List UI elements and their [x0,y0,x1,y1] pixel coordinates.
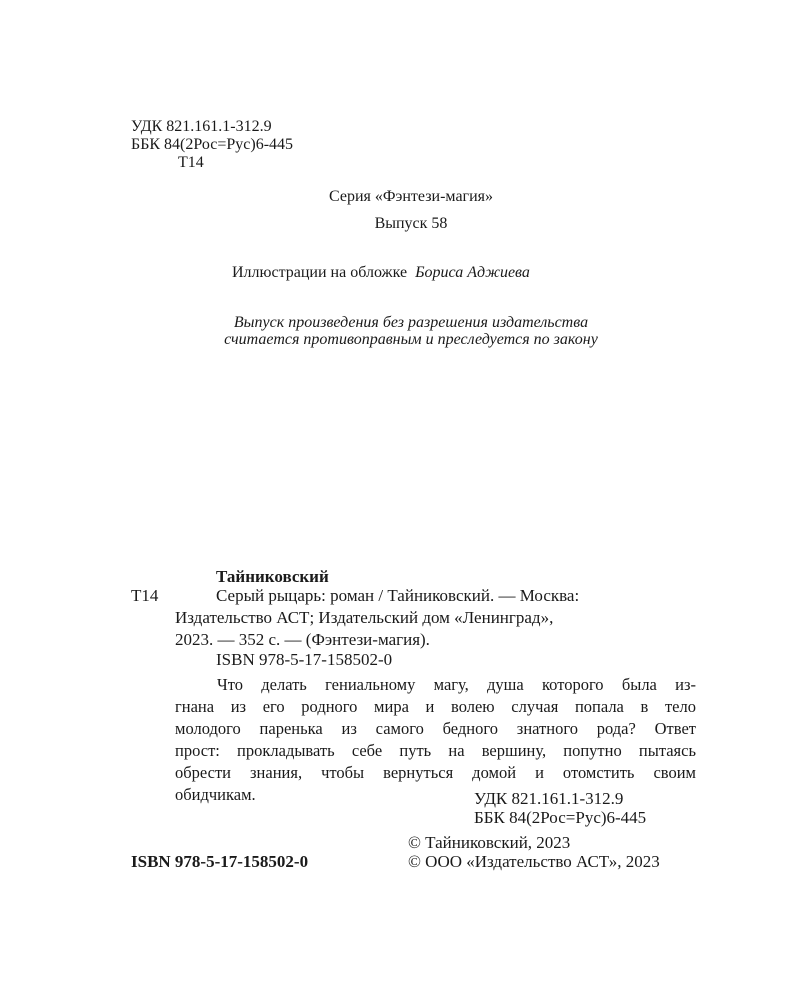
illustrations-artist: Бориса Аджиева [415,264,530,281]
udk-code: УДК 821.161.1-312.9 [131,118,272,135]
catalog-isbn: ISBN 978-5-17-158502-0 [216,650,393,669]
annotation-line: прост: прокладывать себе путь на вершину, попутно пытаясь [175,741,696,760]
catalog-author-mark: Т14 [131,586,159,605]
annotation-line: гнана из его родного мира и волею случая попала в тело [175,697,696,716]
catalog-description-line: Издательство АСТ; Издательский дом «Ленинград», [175,608,554,627]
legal-notice-line-1: Выпуск произведения без разрешения издательства [233,314,589,331]
bbk-code: ББК 84(2Рос=Рус)6-445 [131,136,294,153]
series-name: Серия «Фэнтези-магия» [328,188,494,205]
annotation-line: обидчикам. [175,785,256,804]
annotation-line: молодого паренька из самого бедного знатного рода? Ответ [175,719,696,738]
illustrations-credit [232,264,530,282]
copyright-publisher: © ООО «Издательство АСТ», 2023 [408,852,660,871]
catalog-description [175,586,696,649]
catalog-bbk: ББК 84(2Рос=Рус)6-445 [474,808,647,827]
author-mark: Т14 [178,154,204,171]
catalog-description-line: Серый рыцарь: роман / Тайниковский. — Москва: [216,586,580,605]
legal-notice-line-2: считается противоправным и преследуется по закону [224,331,598,348]
footer-isbn: ISBN 978-5-17-158502-0 [131,852,309,871]
illustrations-label: Иллюстрации на обложке [232,264,408,281]
copyright-author: © Тайниковский, 2023 [408,833,571,852]
annotation-line: Что делать гениальному магу, душа которого была из- [217,675,696,694]
annotation-line: обрести знания, чтобы вернуться домой и отомстить своим [175,763,696,782]
catalog-annotation [175,674,696,806]
series-issue: Выпуск 58 [374,215,448,232]
catalog-author-heading: Тайниковский [216,567,329,586]
catalog-description-line: 2023. — 352 с. — (Фэнтези-магия). [175,630,430,649]
catalog-udk: УДК 821.161.1-312.9 [474,789,624,808]
